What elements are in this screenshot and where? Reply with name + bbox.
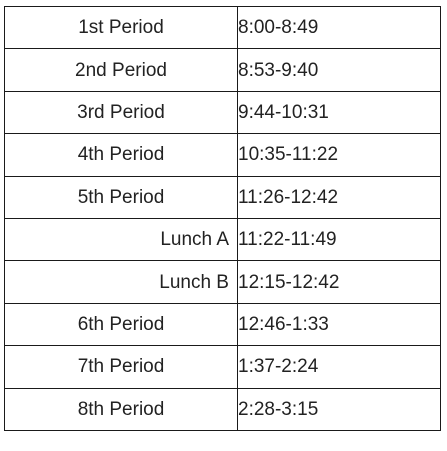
period-label: 5th Period (5, 176, 238, 218)
period-label: 2nd Period (5, 49, 238, 91)
table-row (5, 91, 441, 133)
table-row (5, 7, 441, 49)
lunch-time: 12:15-12:42 (238, 261, 441, 303)
table-row (5, 176, 441, 218)
period-time: 9:44-10:31 (238, 91, 441, 133)
table-row (5, 49, 441, 91)
period-label: 4th Period (5, 134, 238, 176)
period-time: 1:37-2:24 (238, 346, 441, 388)
table-row (5, 346, 441, 388)
period-time: 10:35-11:22 (238, 134, 441, 176)
lunch-label: Lunch A (5, 218, 238, 260)
lunch-time: 11:22-11:49 (238, 218, 441, 260)
period-time: 2:28-3:15 (238, 388, 441, 430)
table-row (5, 261, 441, 303)
period-label: 1st Period (5, 7, 238, 49)
bell-schedule-table (4, 6, 441, 431)
period-time: 8:53-9:40 (238, 49, 441, 91)
table-row (5, 134, 441, 176)
table-row (5, 218, 441, 260)
period-label: 7th Period (5, 346, 238, 388)
period-time: 12:46-1:33 (238, 303, 441, 345)
lunch-label: Lunch B (5, 261, 238, 303)
table-row (5, 388, 441, 430)
table-row (5, 303, 441, 345)
period-time: 11:26-12:42 (238, 176, 441, 218)
period-time: 8:00-8:49 (238, 7, 441, 49)
period-label: 3rd Period (5, 91, 238, 133)
period-label: 6th Period (5, 303, 238, 345)
period-label: 8th Period (5, 388, 238, 430)
